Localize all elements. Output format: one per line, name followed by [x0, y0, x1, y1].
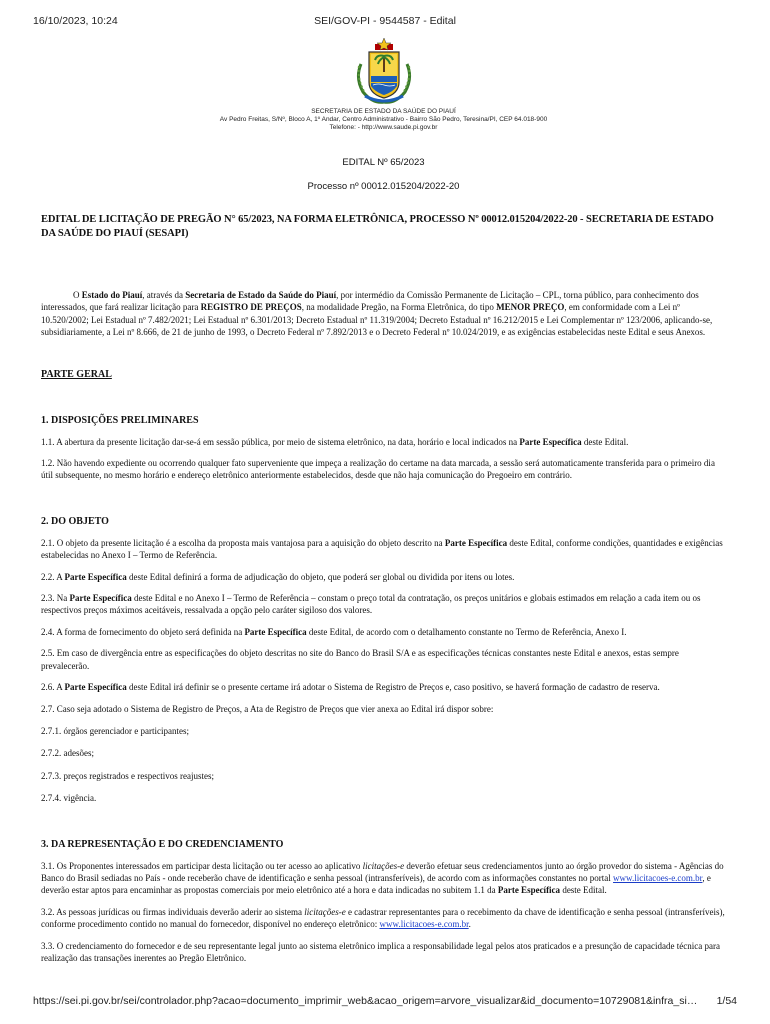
licitacoes-e-link-2[interactable]: www.licitacoes-e.com.br: [379, 919, 469, 930]
item-2-6: 2.6. A Parte Específica deste Edital irá definir se o presente certame irá adotar o Sistema de Registro de Preços e, caso positivo, se haverá formação de cadastro de reserva.: [41, 682, 660, 693]
parte-geral-heading: PARTE GERAL: [41, 368, 112, 380]
item-3-3: 3.3. O credenciamento do fornecedor e de seu representante legal junto ao sistema eletrônico implica a responsabilidade legal pelos atos praticados e a presunção de capacidade técnica para realização das transações inerentes ao Pregão Eletrônico.: [41, 940, 720, 963]
organization-header: [41, 108, 726, 132]
org-phone: Telefone: - http://www.saude.pi.gov.br: [329, 124, 438, 131]
item-1-1: 1.1. A abertura da presente licitação dar-se-á em sessão pública, por meio de sistema eletrônico, na data, horário e local indicados na Parte Específica deste Edital.: [41, 436, 629, 447]
item-2-2: 2.2. A Parte Específica deste Edital definirá a forma de adjudicação do objeto, que poderá ser global ou dividida por itens ou lotes.: [41, 571, 515, 582]
item-2-7-3: 2.7.3. preços registrados e respectivos reajustes;: [41, 770, 214, 781]
item-2-7-4: 2.7.4. vigência.: [41, 793, 97, 804]
print-header: [33, 15, 737, 29]
print-footer: [33, 995, 737, 1009]
section-3-heading: 3. DA REPRESENTAÇÃO E DO CREDENCIAMENTO: [41, 838, 284, 850]
intro-paragraph: O Estado do Piauí, através da Secretaria de Estado da Saúde do Piauí, por intermédio da Comissão Permanente de Licitação – CPL, torna público, para conhecimento dos interessados, que fará realizar licitação para REGISTRO DE PREÇOS, na modalidade Pregão, na Forma Eletrônica, do tipo MENOR PREÇO, em conformidade com a Lei nº 10.520/2002; Lei Estadual nº 7.482/2021; Lei Estadual nº 6.301/2013; Decreto Estadual nº 11.319/2004; Decreto Estadual nº 16.212/2015 e Lei Complementar nº 123/2006, aplicando-se, subsidiariamente, a Lei nº 8.666, de 21 de junho de 1993, o Decreto Federal nº 7.892/2013 e o Decreto Federal nº 10.024/2019, e as exigências estabelecidas neste Edital e seus Anexos.: [41, 290, 713, 338]
document-title: EDITAL DE LICITAÇÃO DE PREGÃO N° 65/2023, NA FORMA ELETRÔNICA, PROCESSO Nº 00012.015204/2022-20 - SECRETARIA DE ESTADO DA SAÚDE DO PIAUÍ (SESAPI): [41, 214, 714, 239]
licitacoes-e-link[interactable]: www.licitacoes-e.com.br: [613, 872, 703, 883]
print-url: https://sei.pi.gov.br/sei/controlador.php?acao=documento_imprimir_web&acao_origem=arvore_visualizar&id_documento=10729081&infra_si…: [33, 995, 698, 1007]
item-2-7-2: 2.7.2. adesões;: [41, 748, 94, 759]
section-1-heading: 1. DISPOSIÇÕES PRELIMINARES: [41, 414, 199, 426]
processo-number: Processo nº 00012.015204/2022-20: [307, 181, 460, 192]
document-body: [41, 36, 726, 964]
item-2-5: 2.5. Em caso de divergência entre as especificações do objeto descritas no site do Banco do Brasil S/A e as especificações técnicas constantes neste Edital e anexos, estas sempre prevalecerão.: [41, 648, 679, 671]
item-2-7: 2.7. Caso seja adotado o Sistema de Registro de Preços, a Ata de Registro de Preços que vier anexa ao Edital irá dispor sobre:: [41, 703, 494, 714]
item-2-4: 2.4. A forma de fornecimento do objeto será definida na Parte Específica deste Edital, de acordo com o detalhamento constante no Termo de Referência, Anexo I.: [41, 626, 627, 637]
org-name: SECRETARIA DE ESTADO DA SAÚDE DO PIAUÍ: [311, 108, 456, 115]
item-2-7-1: 2.7.1. órgãos gerenciador e participantes;: [41, 725, 190, 736]
piaui-coat-of-arms-icon: [353, 36, 415, 106]
item-1-2: 1.2. Não havendo expediente ou ocorrendo qualquer fato superveniente que impeça a realização do certame na data marcada, a sessão será automaticamente transferida para o primeiro dia útil subsequente, no mesmo horário e endereço eletrônico anteriormente estabelecidos, desde que não haja comunicação do Pregoeiro em contrário.: [41, 458, 715, 481]
item-3-1: 3.1. Os Proponentes interessados em participar desta licitação ou ter acesso ao aplicativo licitações-e deverão efetuar seus credenciamentos junto ao órgão provedor do sistema - Agências do Banco do Brasil sediadas no País - onde receberão chave de identificação e senha pessoal (intransferíveis), de acordo com as informações constantes no portal www.licitacoes-e.com.br, e deverão estar aptos para encaminhar as propostas comerciais por meio eletrônico até a hora e data indicadas no subitem 1.1 da Parte Específica deste Edital.: [41, 860, 724, 896]
org-address: Av Pedro Freitas, S/Nº, Bloco A, 1º Andar, Centro Administrativo - Bairro São Pedro, Teresina/PI, CEP 64.018-900: [219, 116, 548, 123]
item-3-2: 3.2. As pessoas jurídicas ou firmas individuais deverão aderir ao sistema licitações-e e cadastrar representantes para o recebimento da chave de identificação e senha pessoal (intransferíveis), conforme procedimento contido no manual do fornecedor, disponível no endereço eletrônico: www.licitacoes-e.com.br.: [41, 906, 725, 930]
item-2-3: 2.3. Na Parte Específica deste Edital e no Anexo I – Termo de Referência – constam o preço total da contratação, os preços unitários e globais estimados em relação a cada item ou os respectivos preços máximos aceitáveis, ressalvada a opção pelo caráter sigiloso dos valores.: [41, 593, 701, 616]
item-2-1: 2.1. O objeto da presente licitação é a escolha da proposta mais vantajosa para a aquisição do objeto descrito na Parte Específica deste Edital, conforme condições, quantidades e exigências estabelecidas no Anexo I – Termo de Referência.: [41, 537, 723, 561]
section-2-heading: 2. DO OBJETO: [41, 515, 109, 527]
edital-number: EDITAL Nº 65/2023: [342, 157, 425, 168]
print-date: 16/10/2023, 10:24: [33, 15, 118, 27]
print-title: SEI/GOV-PI - 9544587 - Edital: [314, 15, 456, 27]
page-number: 1/54: [716, 995, 737, 1007]
